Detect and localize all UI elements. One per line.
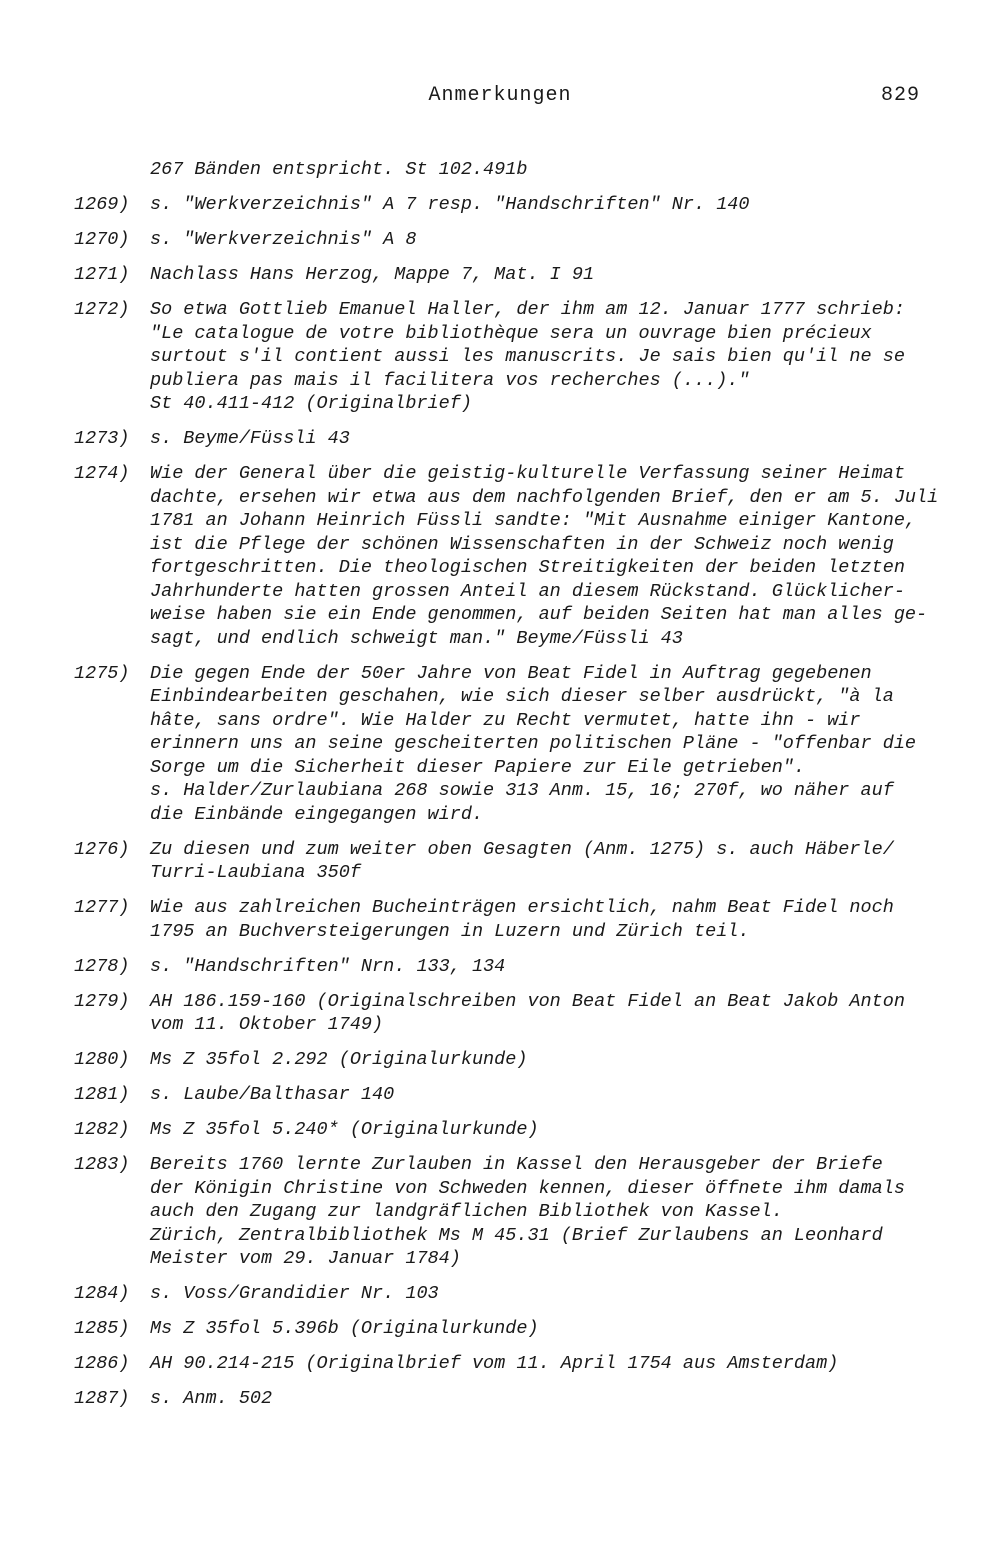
note-text: Ms Z 35fol 5.240* (Originalurkunde) <box>150 1119 539 1140</box>
note-number: 1272) <box>74 299 130 320</box>
note-number: 1279) <box>74 990 130 1012</box>
note-number: 1280) <box>74 1049 130 1070</box>
note-1269 <box>0 193 1000 217</box>
note-1287 <box>0 1387 1000 1411</box>
note-1286 <box>0 1352 1000 1376</box>
note-1281 <box>0 1083 1000 1107</box>
note-1283 <box>0 1153 1000 1271</box>
note-text: Bereits 1760 lernte Zurlauben in Kassel den Herausgeber der Briefe der Königin Christine von Schweden kennen, dieser öffnete ihm damals auch den Zugang zur landgräflichen Bibliothek von Kassel. Zürich, Zentralbibliothek Ms M 45.31 (Brief Zurlaubens an Leonhard Meister vom 29. Januar 1784) <box>150 1154 905 1269</box>
note-text: s. Voss/Grandidier Nr. 103 <box>150 1283 439 1304</box>
note-continuation <box>0 158 1000 182</box>
note-number: 1282) <box>74 1119 130 1140</box>
note-1284 <box>0 1282 1000 1306</box>
note-number: 1277) <box>74 897 130 918</box>
note-1271 <box>0 263 1000 287</box>
note-1276 <box>0 838 1000 885</box>
note-1272 <box>0 298 1000 416</box>
note-text: s. "Werkverzeichnis" A 8 <box>150 229 417 250</box>
note-1282 <box>0 1118 1000 1142</box>
page-number: 829 <box>881 84 921 107</box>
note-text: s. "Handschriften" Nrn. 133, 134 <box>150 955 506 977</box>
note-number: 1287) <box>74 1388 130 1409</box>
note-number: 1274) <box>74 463 130 484</box>
note-1279 <box>0 990 1000 1037</box>
note-number: 1271) <box>74 264 130 285</box>
note-text: AH 186.159-160 (Originalschreiben von Beat Fidel an Beat Jakob Anton vom 11. Oktober 1749) <box>150 990 905 1035</box>
note-1274 <box>0 462 1000 650</box>
note-text: So etwa Gottlieb Emanuel Haller, der ihm am 12. Januar 1777 schrieb: "Le catalogue de votre bibliothèque sera un ouvrage bien précieux surtout s'il contient aussi les manuscrits. Je sais bien qu'il ne se publiera pas mais il facilitera vos recherches (...)." St 40.411-412 (Originalbrief) <box>150 299 905 414</box>
note-number: 1270) <box>74 229 130 250</box>
page-title: Anmerkungen <box>428 84 572 107</box>
note-text: Wie aus zahlreichen Bucheinträgen ersichtlich, nahm Beat Fidel noch 1795 an Buchversteigerungen in Luzern und Zürich teil. <box>150 897 894 942</box>
note-text: AH 90.214-215 (Originalbrief vom 11. April 1754 aus Amsterdam) <box>150 1353 839 1374</box>
notes-list <box>0 158 1000 1422</box>
note-text: s. Laube/Balthasar 140 <box>150 1084 395 1105</box>
note-text: s. "Werkverzeichnis" A 7 resp. "Handschriften" Nr. 140 <box>150 194 750 215</box>
note-1277 <box>0 896 1000 943</box>
note-text: Nachlass Hans Herzog, Mappe 7, Mat. I 91 <box>150 264 595 285</box>
note-1280 <box>0 1048 1000 1072</box>
note-text: Ms Z 35fol 2.292 (Originalurkunde) <box>150 1049 528 1070</box>
note-1275 <box>0 662 1000 827</box>
note-number: 1286) <box>74 1353 130 1374</box>
note-number: 1284) <box>74 1283 130 1304</box>
note-text: Die gegen Ende der 50er Jahre von Beat Fidel in Auftrag gegebenen Einbindearbeiten geschahen, wie sich dieser selber ausdrückt, "à la hâte, sans ordre". Wie Halder zu Recht vermutet, hatte ihn - wir erinnern uns an seine gescheiterten politischen Pläne - "offenbar die Sorge um die Sicherheit dieser Papiere zur Eile getrieben". s. Halder/Zurlaubiana 268 sowie 313 Anm. 15, 16; 270f, wo näher auf die Einbände eingegangen wird. <box>150 662 917 825</box>
note-number: 1269) <box>74 194 130 215</box>
note-number: 1283) <box>74 1154 130 1175</box>
note-1285 <box>0 1317 1000 1341</box>
note-1273 <box>0 427 1000 451</box>
note-text: 267 Bänden entspricht. St 102.491b <box>150 159 528 180</box>
note-text: s. Anm. 502 <box>150 1388 273 1409</box>
note-text: Ms Z 35fol 5.396b (Originalurkunde) <box>150 1318 539 1339</box>
note-1270 <box>0 228 1000 252</box>
note-number: 1273) <box>74 428 130 449</box>
note-number: 1281) <box>74 1084 130 1105</box>
note-number: 1276) <box>74 838 130 860</box>
note-1278 <box>0 955 1000 979</box>
note-text: Wie der General über die geistig-kulturelle Verfassung seiner Heimat dachte, ersehen wir etwa aus dem nachfolgenden Brief, den er am 5. Juli 1781 an Johann Heinrich Füssli sandte: "Mit Ausnahme einiger Kantone, ist die Pflege der schönen Wissenschaften in der Schweiz noch wenig fortgeschritten. Die theologischen Streitigkeiten der beiden letzten Jahrhunderte hatten grossen Anteil an diesem Rückstand. Glücklicher- weise haben sie ein Ende genommen, auf beiden Seiten hat man alles ge- sagt, und endlich schweigt man." Beyme/Füssli 43 <box>150 463 939 649</box>
note-number: 1285) <box>74 1318 130 1339</box>
note-text: Zu diesen und zum weiter oben Gesagten (Anm. 1275) s. auch Häberle/ Turri-Laubiana 350f <box>150 838 894 883</box>
note-text: s. Beyme/Füssli 43 <box>150 428 350 449</box>
note-number: 1275) <box>74 662 130 684</box>
note-number: 1278) <box>74 955 130 977</box>
